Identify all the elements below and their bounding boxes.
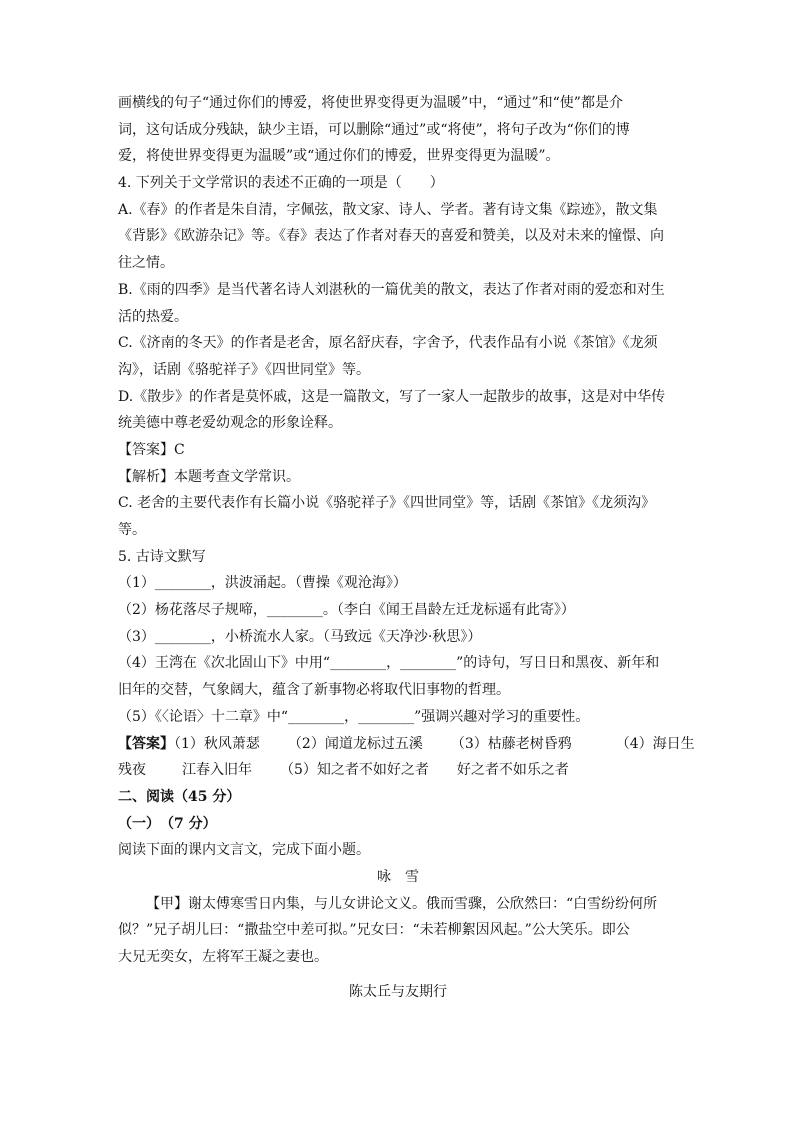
question-5: 5. 古诗文默写: [118, 548, 206, 565]
text-line: 往之情。: [118, 255, 174, 272]
answer-item: 好之者不如乐之者: [456, 762, 569, 779]
blank-item-5: （5）《〈论语〉十二章》中“________，________”强调兴趣对学习的重要性。: [118, 708, 590, 725]
answer-item: （5）知之者不如好之者: [280, 762, 429, 779]
text-line: 旧年的交替，气象阔大，蕴含了新事物必将取代旧事物的哲理。: [118, 682, 510, 699]
analysis-4: 【解析】本题考查文学常识。: [118, 468, 300, 485]
text-line: 活的热爱。: [118, 308, 188, 325]
answer-item: （1）秋风萧瑟: [174, 735, 260, 752]
text-line: 画横线的句子“通过你们的博爱，将使世界变得更为温暖”中，“通过”和“使”都是介: [118, 95, 623, 111]
passage-line: 大兄无奕女，左将军王凝之妻也。: [118, 949, 328, 965]
section-heading: 二、阅读（45 分）: [118, 788, 241, 805]
question-4: 4. 下列关于文学常识的表述不正确的一项是（ ）: [118, 175, 444, 192]
answer-item: （3）枯藤老树昏鸦: [450, 735, 572, 752]
blank-item-4: （4）王湾在《次北固山下》中用“________，________”的诗句，写日日和黑夜、新年和: [118, 655, 660, 672]
passage-title-2: 陈太丘与友期行: [349, 983, 447, 1000]
text-line: 统美德中尊老爱幼观念的形象诠释。: [118, 415, 342, 432]
option-d: D.《散步》的作者是莫怀戚，这是一篇散文，写了一家人一起散步的故事，这是对中华传: [118, 388, 666, 405]
document-body: [118, 90, 695, 1005]
blank-item-2: （2）杨花落尽子规啼，________。（李白《闻王昌龄左迁龙标遥有此寄》）: [118, 602, 575, 619]
text-line: 爱，将使世界变得更为温暖”或“通过你们的博爱，世界变得更为温暖”。: [118, 148, 560, 165]
answer-item: （2）闻道龙标过五溪: [287, 735, 423, 752]
blank-item-3: （3）________，小桥流水人家。（马致远《天净沙·秋思》）: [118, 628, 482, 645]
option-c: C.《济南的冬天》的作者是老舍，原名舒庆春，字舍予，代表作品有小说《茶馆》《龙须: [118, 335, 658, 352]
answer-5: [118, 731, 695, 758]
text-line: 《背影》《欧游杂记》等。《春》表达了作者对春天的喜爱和赞美，以及对未来的憧憬、向: [118, 228, 664, 245]
poem-title: 咏 雪: [377, 868, 419, 885]
text-line: 词，这句话成分残缺，缺少主语，可以删除“通过”或“将使”，将句子改为“你们的博: [118, 121, 630, 138]
text-line: 沟》，话剧《骆驼祥子》《四世同堂》等。: [118, 361, 370, 378]
text-line: 等。: [118, 522, 146, 538]
answer-4: 【答案】C: [118, 441, 185, 458]
answer-item: 江春入旧年: [182, 762, 252, 779]
passage-line: 似？”兄子胡儿曰：“撒盐空中差可拟。”兄女曰：“未若柳絮因风起。”公大笑乐。即公: [118, 922, 630, 939]
option-b: B.《雨的四季》是当代著名诗人刘湛秋的一篇优美的散文，表达了作者对雨的爱恋和对生: [118, 281, 665, 298]
answer-item: （4）海日生: [615, 735, 695, 752]
instruction: 阅读下面的课内文言文，完成下面小题。: [118, 842, 370, 859]
subsection-heading: （一） （7 分）: [118, 815, 217, 832]
passage-line: 【甲】谢太傅寒雪日内集，与儿女讲论文义。俄而雪骤，公欣然曰：“白雪纷纷何所: [146, 895, 658, 912]
blank-item-1: （1）________，洪波涌起。（曹操《观沧海》）: [118, 575, 407, 592]
answer-item: 残夜: [118, 762, 146, 779]
text-line: C. 老舍的主要代表作有长篇小说《骆驼祥子》《四世同堂》等，话剧《茶馆》《龙须沟》: [118, 495, 656, 512]
answer-label: 【答案】: [118, 735, 174, 752]
option-a: A.《春》的作者是朱自清，字佩弦，散文家、诗人、学者。著有诗文集《踪迹》，散文集: [118, 201, 658, 218]
answer-5-cont: [118, 757, 678, 784]
